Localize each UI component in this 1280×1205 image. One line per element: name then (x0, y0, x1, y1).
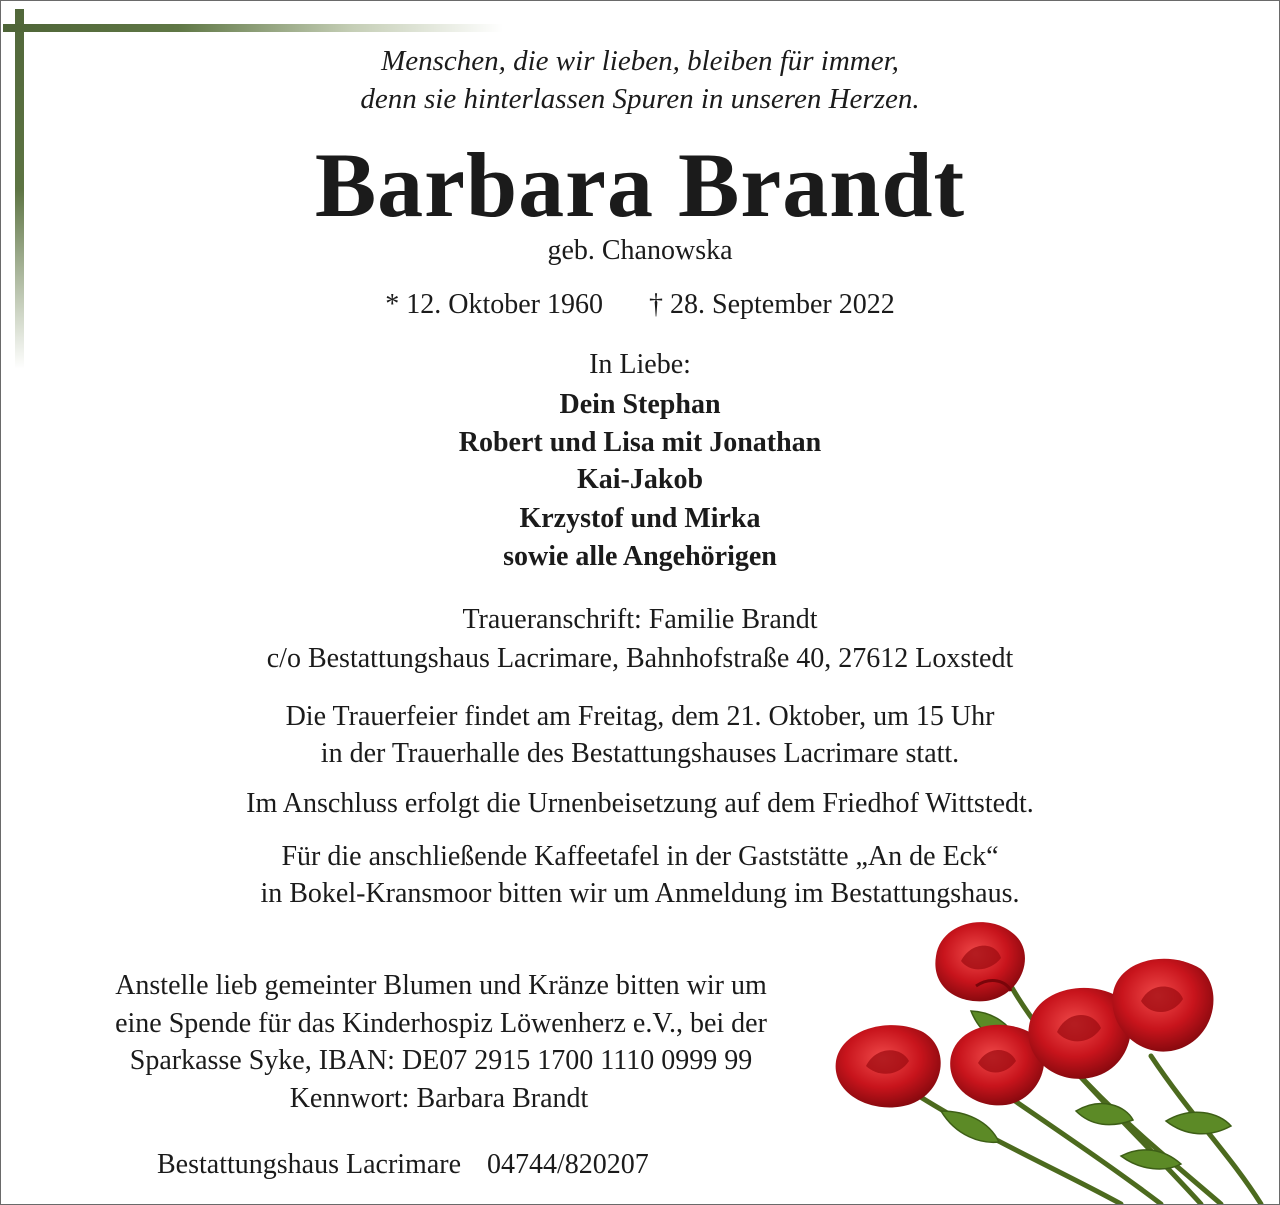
deceased-name: Barbara Brandt (314, 134, 966, 236)
funeral-home-phone: 04744/820207 (487, 1149, 649, 1180)
reception-line-2: in Bokel-Kransmoor bitten wir um Anmeldung im Bestattungshaus. (260, 878, 1020, 909)
maiden-name: geb. Chanowska (547, 235, 733, 266)
donation-line-1: Anstelle lieb gemeinter Blumen und Kränze bitten wir um (115, 970, 767, 1001)
life-dates (1, 289, 1279, 321)
mourner-line: Kai-Jakob (576, 464, 704, 495)
ceremony-line-1: Die Trauerfeier findet am Freitag, dem 21. Oktober, um 15 Uhr (285, 701, 995, 732)
reception-line-1: Für die anschließende Kaffeetafel in der Gaststätte „An de Eck“ (281, 841, 999, 872)
funeral-home-name: Bestattungshaus Lacrimare (157, 1149, 462, 1180)
donation-line-2: eine Spende für das Kinderhospiz Löwenherz e.V., bei der (115, 1008, 767, 1039)
cross-horizontal-beam (3, 24, 503, 32)
rose-heads (836, 922, 1214, 1107)
motto-line-1: Menschen, die wir lieben, bleiben für immer, (381, 45, 899, 77)
birth-date: * 12. Oktober 1960 (385, 289, 603, 320)
address-line-1: Traueranschrift: Familie Brandt (462, 604, 818, 635)
mourner-line: Robert und Lisa mit Jonathan (458, 427, 822, 458)
donation-keyword: Kennwort: Barbara Brandt (289, 1083, 589, 1114)
ceremony-line-2: in der Trauerhalle des Bestattungshauses Lacrimare statt. (320, 738, 960, 769)
donation-line-3: Sparkasse Syke, IBAN: DE07 2915 1700 1110 0999 99 (129, 1045, 753, 1076)
address-line-2: c/o Bestattungshaus Lacrimare, Bahnhofstraße 40, 27612 Loxstedt (266, 643, 1014, 674)
funeral-home-contact (157, 1149, 649, 1181)
mourner-line: Krzystof und Mirka (519, 503, 761, 534)
red-roses-image (821, 906, 1279, 1205)
mourner-line: Dein Stephan (559, 389, 721, 420)
mourner-line: sowie alle Angehörigen (503, 541, 777, 572)
death-date: † 28. September 2022 (649, 289, 895, 320)
in-love-label: In Liebe: (589, 349, 691, 380)
burial-info: Im Anschluss erfolgt die Urnenbeisetzung auf dem Friedhof Wittstedt. (246, 788, 1034, 819)
motto-line-2: denn sie hinterlassen Spuren in unseren Herzen. (360, 83, 920, 115)
